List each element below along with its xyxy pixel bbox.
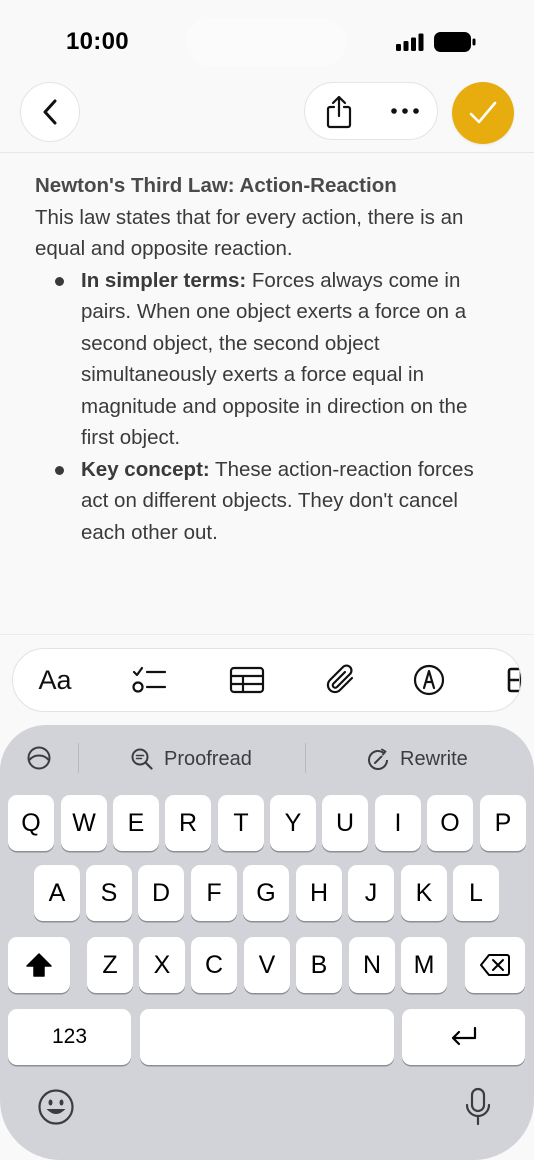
bullet-text: These action-reaction forces act on different objects. They don't cancel each other out. bbox=[81, 457, 474, 544]
key-a[interactable]: A bbox=[34, 865, 80, 921]
return-key[interactable] bbox=[402, 1009, 525, 1065]
table-button[interactable] bbox=[225, 649, 269, 711]
key-u[interactable]: U bbox=[322, 795, 368, 851]
dictation-button[interactable] bbox=[458, 1087, 498, 1127]
delete-key[interactable] bbox=[465, 937, 525, 993]
emoji-icon bbox=[37, 1088, 75, 1126]
key-y[interactable]: Y bbox=[270, 795, 316, 851]
key-w[interactable]: W bbox=[61, 795, 107, 851]
return-icon bbox=[449, 1026, 479, 1048]
checklist-icon bbox=[131, 665, 167, 695]
header-divider bbox=[0, 152, 534, 153]
key-k[interactable]: K bbox=[401, 865, 447, 921]
paperclip-icon bbox=[324, 663, 358, 697]
key-i[interactable]: I bbox=[375, 795, 421, 851]
attachment-button[interactable] bbox=[319, 649, 363, 711]
numbers-key[interactable]: 123 bbox=[8, 1009, 131, 1065]
bullet-dot bbox=[55, 277, 64, 286]
markup-button[interactable] bbox=[407, 649, 451, 711]
bullet-text: Forces always come in pairs. When one object exerts a force on a second object, the second object simultaneously exerts a force equal in magnitude and opposite in direction on the first object. bbox=[81, 268, 468, 449]
chevron-left-icon bbox=[42, 99, 58, 125]
text-style-button[interactable]: Aa bbox=[38, 664, 72, 695]
more-format-button[interactable] bbox=[499, 649, 522, 711]
key-l[interactable]: L bbox=[453, 865, 499, 921]
keyboard bbox=[0, 725, 534, 1160]
suggestion-divider bbox=[78, 743, 79, 773]
battery-icon bbox=[434, 32, 476, 52]
more-button[interactable] bbox=[389, 101, 421, 121]
key-o[interactable]: O bbox=[427, 795, 473, 851]
share-icon bbox=[325, 95, 353, 129]
suggestion-divider bbox=[305, 743, 306, 773]
status-time: 10:00 bbox=[66, 28, 129, 55]
toolbar-divider bbox=[0, 634, 534, 635]
key-d[interactable]: D bbox=[138, 865, 184, 921]
note-body[interactable] bbox=[35, 170, 505, 548]
key-m[interactable]: M bbox=[401, 937, 447, 993]
bullet-label: In simpler terms: bbox=[81, 268, 247, 292]
key-c[interactable]: C bbox=[191, 937, 237, 993]
note-title: Newton's Third Law: Action-Reaction bbox=[35, 174, 397, 197]
key-g[interactable]: G bbox=[243, 865, 289, 921]
key-x[interactable]: X bbox=[139, 937, 185, 993]
key-z[interactable]: Z bbox=[87, 937, 133, 993]
done-button[interactable] bbox=[452, 82, 514, 144]
ellipsis-icon bbox=[391, 108, 419, 114]
proofread-button[interactable] bbox=[130, 745, 252, 773]
checkmark-icon bbox=[469, 101, 497, 125]
markup-icon bbox=[413, 664, 445, 696]
magnifier-text-icon bbox=[130, 747, 154, 771]
key-q[interactable]: Q bbox=[8, 795, 54, 851]
rewrite-button[interactable] bbox=[366, 745, 468, 773]
writing-tools-icon[interactable] bbox=[26, 745, 52, 771]
key-f[interactable]: F bbox=[191, 865, 237, 921]
bullet-label: Key concept: bbox=[81, 457, 210, 481]
key-r[interactable]: R bbox=[165, 795, 211, 851]
proofread-label: Proofread bbox=[164, 747, 252, 770]
checklist-button[interactable] bbox=[127, 649, 171, 711]
delete-icon bbox=[479, 953, 511, 977]
key-e[interactable]: E bbox=[113, 795, 159, 851]
table-icon bbox=[229, 666, 265, 694]
key-s[interactable]: S bbox=[86, 865, 132, 921]
shift-key[interactable] bbox=[8, 937, 70, 993]
emoji-button[interactable] bbox=[36, 1087, 76, 1127]
key-t[interactable]: T bbox=[218, 795, 264, 851]
status-bar bbox=[0, 0, 534, 80]
rewrite-icon bbox=[366, 747, 390, 771]
shift-icon bbox=[25, 952, 53, 978]
note-intro: This law states that for every action, there is an equal and opposite reaction. bbox=[35, 205, 464, 260]
key-v[interactable]: V bbox=[244, 937, 290, 993]
microphone-icon bbox=[464, 1087, 492, 1127]
rewrite-label: Rewrite bbox=[400, 747, 468, 770]
bullet-dot bbox=[55, 466, 64, 475]
signal-icon bbox=[396, 33, 424, 51]
writing-tools-bar bbox=[0, 725, 534, 791]
key-h[interactable]: H bbox=[296, 865, 342, 921]
key-n[interactable]: N bbox=[349, 937, 395, 993]
share-button[interactable] bbox=[321, 93, 357, 131]
key-j[interactable]: J bbox=[348, 865, 394, 921]
key-p[interactable]: P bbox=[480, 795, 526, 851]
format-toolbar bbox=[12, 648, 522, 712]
dynamic-island bbox=[186, 18, 346, 66]
back-button[interactable] bbox=[20, 82, 80, 142]
note-actions bbox=[304, 82, 438, 140]
space-key[interactable] bbox=[140, 1009, 394, 1065]
key-b[interactable]: B bbox=[296, 937, 342, 993]
list-item bbox=[35, 265, 505, 454]
partial-icon bbox=[507, 666, 521, 694]
list-item bbox=[35, 454, 505, 549]
bullet-list bbox=[35, 265, 505, 549]
